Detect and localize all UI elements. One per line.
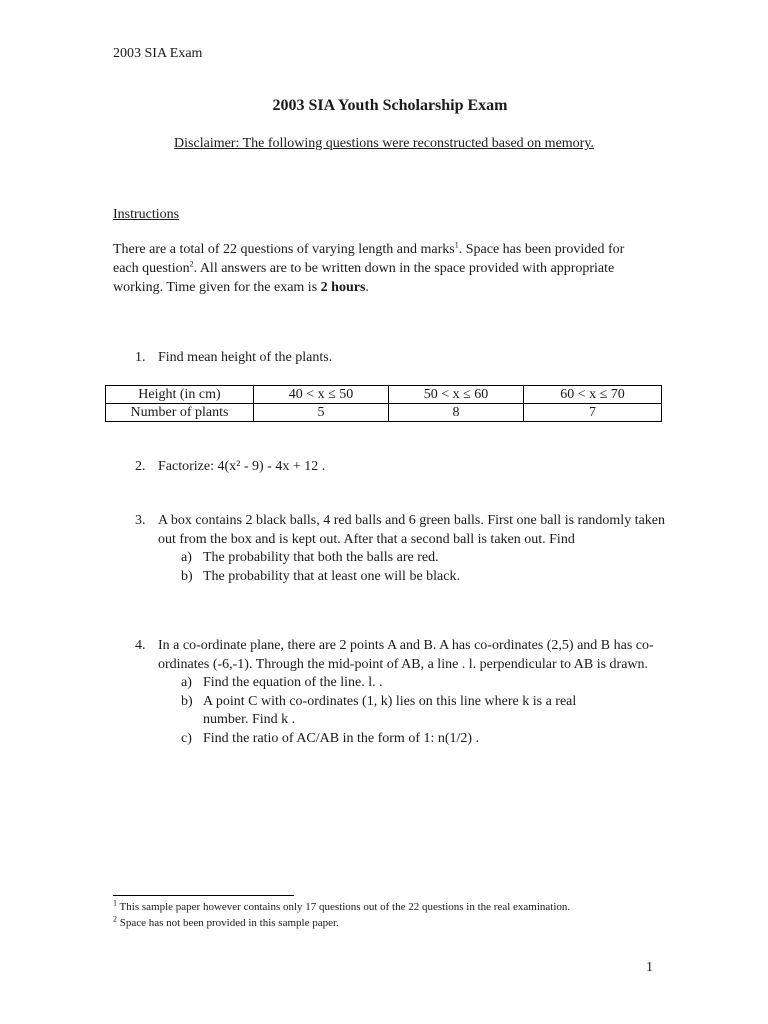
footnote-separator bbox=[113, 895, 294, 896]
part-text: The probability that at least one will be black. bbox=[203, 568, 460, 584]
question-part bbox=[158, 674, 678, 693]
question-body bbox=[158, 512, 678, 586]
question-text: In a co-ordinate plane, there are 2 points A and B. A has co-ordinates (2,5) and B has co-ordinates (-6,-1). Through the mid-point of AB, a line . l. perpendicular to AB is drawn. bbox=[158, 638, 654, 672]
part-text: Find the ratio of AC/AB in the form of 1: n(1/2) . bbox=[203, 730, 480, 746]
part-text: The probability that both the balls are red. bbox=[203, 550, 439, 565]
footnote-text: Space has not been provided in this sample paper. bbox=[117, 917, 339, 929]
question-number: 2. bbox=[135, 459, 146, 474]
part-text: Find the equation of the line. l. . bbox=[203, 675, 383, 690]
exam-duration: 2 hours bbox=[320, 280, 366, 295]
part-label: b) bbox=[181, 568, 193, 584]
instructions-text-2: . Space has been provided for each question bbox=[113, 242, 625, 276]
table-cell: 40 < x ≤ 50 bbox=[254, 386, 389, 404]
footnote-mark: 1 bbox=[113, 898, 117, 908]
part-text: A point C with co-ordinates (1, k) lies on this line where k is a real number. Find k . bbox=[203, 693, 577, 727]
instructions-text-3: . All answers are to be written down in the space provided with appropriate working. Time given for the exam is bbox=[113, 261, 615, 295]
question-number: 1. bbox=[135, 350, 146, 365]
instructions-text-1: There are a total of 22 questions of varying length and marks bbox=[113, 242, 455, 257]
table-cell: 5 bbox=[254, 404, 389, 422]
footnote-ref-1: 1 bbox=[454, 240, 459, 250]
footnote-ref-2: 2 bbox=[189, 259, 194, 269]
question-text: Find mean height of the plants. bbox=[158, 350, 333, 365]
page-number: 1 bbox=[646, 960, 653, 975]
disclaimer: Disclaimer: The following questions were reconstructed based on memory. bbox=[174, 136, 594, 151]
part-label: c) bbox=[181, 730, 192, 746]
instructions-heading: Instructions bbox=[113, 207, 180, 222]
question-number: 4. bbox=[135, 638, 146, 653]
footnote-1 bbox=[113, 900, 570, 914]
footnote-text: This sample paper however contains only 17 questions out of the 22 questions in the real examination. bbox=[117, 901, 571, 913]
question-number: 3. bbox=[135, 513, 146, 528]
table-cell: 60 < x ≤ 70 bbox=[524, 386, 662, 404]
question-text: Factorize: 4(x² - 9) - 4x + 12 . bbox=[158, 459, 326, 474]
table-cell: Height (in cm) bbox=[106, 386, 254, 404]
question-part bbox=[158, 549, 678, 568]
instructions-text-4: . bbox=[365, 280, 369, 295]
footnote-mark: 2 bbox=[113, 914, 117, 924]
question-part bbox=[158, 568, 678, 587]
question-part bbox=[158, 730, 678, 749]
part-label: b) bbox=[181, 693, 193, 709]
table-cell: Number of plants bbox=[106, 404, 254, 422]
running-header: 2003 SIA Exam bbox=[113, 46, 203, 61]
exam-title: 2003 SIA Youth Scholarship Exam bbox=[272, 97, 508, 114]
question-body bbox=[158, 637, 678, 748]
instructions-paragraph bbox=[113, 240, 653, 297]
height-table bbox=[105, 385, 662, 422]
table-row bbox=[106, 404, 662, 422]
table-row bbox=[106, 386, 662, 404]
table-cell: 7 bbox=[524, 404, 662, 422]
table-cell: 8 bbox=[389, 404, 524, 422]
part-label: a) bbox=[181, 550, 192, 565]
table-cell: 50 < x ≤ 60 bbox=[389, 386, 524, 404]
part-label: a) bbox=[181, 675, 192, 690]
question-text: A box contains 2 black balls, 4 red balls and 6 green balls. First one ball is randomly taken out from the box and is kept out. After that a second ball is taken out. Find bbox=[158, 513, 666, 547]
question-part bbox=[158, 693, 623, 730]
footnote-2 bbox=[113, 916, 339, 930]
